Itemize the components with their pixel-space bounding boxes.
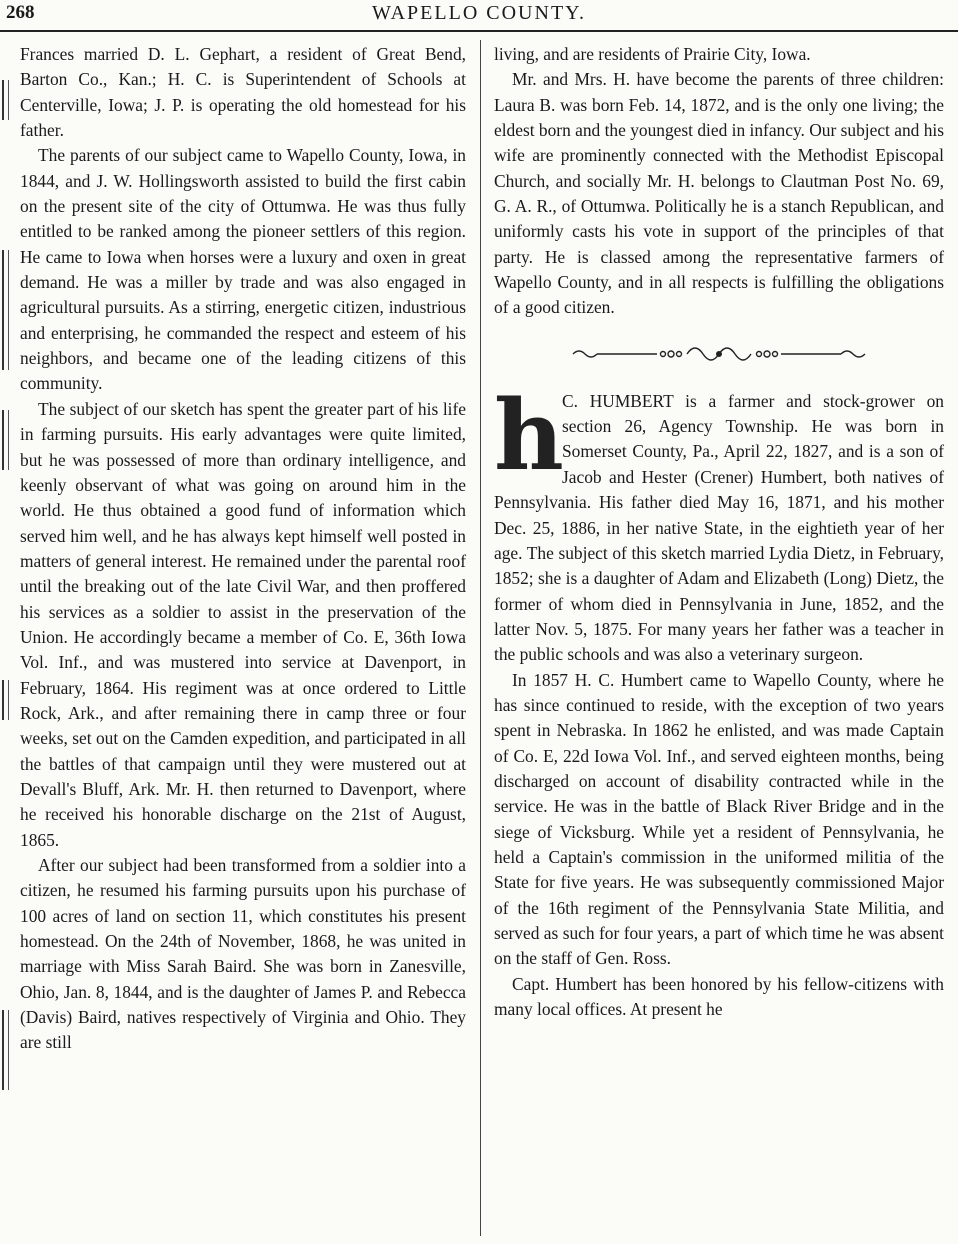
paragraph: Frances married D. L. Gephart, a resident of Great Bend, Barton Co., Kan.; H. C. is Superintendent of Schools at Centerville, Iowa; J. P. is operating the old homestead for his father. (20, 44, 466, 141)
dropcap-paragraph (494, 378, 944, 668)
binding-mark (2, 410, 9, 470)
paragraph: C. HUMBERT is a farmer and stock-grower on section 26, Agency Township. He was born in Somerset County, Pa., April 22, 1827, and is a son of Jacob and Hester (Crener) Humbert, both natives of Pennsylvania. His father died May 16, 1871, and his mother Dec. 25, 1886, in her native State, in the eightieth year of her age. The subject of this sketch married Lydia Dietz, in February, 1852; she is a daughter of Adam and Elizabeth (Long) Dietz, the former of whom died in Pennsylvania in June, 1852, and the latter Nov. 5, 1875. For many years her father was a teacher in the public schools and was also a veterinary surgeon. (494, 390, 944, 665)
page-header (0, 0, 958, 30)
header-rule (0, 30, 958, 32)
paragraph: Capt. Humbert has been honored by his fellow-citizens with many local offices. At present he (494, 973, 944, 1020)
left-column (20, 42, 466, 1056)
binding-mark (2, 680, 9, 720)
column-divider (480, 40, 481, 1236)
binding-mark (2, 250, 9, 370)
ornament-divider-icon (569, 339, 869, 369)
section-ornament (494, 329, 944, 379)
paragraph: The subject of our sketch has spent the greater part of his life in farming pursuits. His early advantages were quite limited, but he was possessed of more than ordinary intelligence, and keenly observant of what was going on around him in the world. He thus obtained a good fund of information which served him well, and he has always kept himself well posted in matters of general interest. He remained under the parental roof until the breaking out of the late Civil War, and then proffered his services as a soldier to assist in the preservation of the Union. He accordingly became a member of Co. E, 36th Iowa Vol. Inf., and was mustered into service at Davenport, in February, 1864. His regiment was at once ordered to Little Rock, Ark., and after remaining there in camp three or four weeks, set out on the Camden expedition, and participated in all the battles of that campaign until they were mustered out at Devall's Bluff, Ark. Mr. H. then returned to Davenport, where he received his honorable discharge on the 21st of August, 1865. (20, 398, 466, 850)
page-number: 268 (6, 2, 35, 23)
right-column (494, 42, 944, 1022)
paragraph: In 1857 H. C. Humbert came to Wapello County, where he has since continued to reside, with the exception of two years spent in Nebraska. In 1862 he enlisted, and was made Captain of Co. E, 22d Iowa Vol. Inf., and served eighteen months, being discharged on account of disability contracted while in the service. He was in the battle of Black River Bridge and in the siege of Vicksburg. While yet a resident of Pennsylvania, he held a Captain's commission in the uniformed militia of the State for five years. He was subsequently commissioned Major of the 16th regiment of the Pennsylvania State Militia, and served as such for four years, a part of which time he was absent on the staff of Gen. Ross. (494, 669, 944, 969)
paragraph: living, and are residents of Prairie City, Iowa. (494, 44, 811, 64)
binding-mark (2, 1010, 9, 1090)
binding-mark (2, 80, 9, 120)
paragraph: After our subject had been transformed from a soldier into a citizen, he resumed his farming pursuits upon his purchase of 100 acres of land on section 11, which constitutes his present homestead. On the 24th of November, 1868, he was united in marriage with Miss Sarah Baird. She was born in Zanesville, Ohio, Jan. 8, 1844, and is the daughter of James P. and Rebecca (Davis) Baird, natives respectively of Virginia and Ohio. They are still (20, 855, 466, 1053)
paragraph: Mr. and Mrs. H. have become the parents of three children: Laura B. was born Feb. 14, 1872, and is the only one living; the eldest born and the youngest died in infancy. Our subject and his wife are prominently connected with the Methodist Episcopal Church, and socially Mr. H. belongs to Clautman Post No. 69, G. A. R., of Ottumwa. Politically he is a stanch Republican, and uniformly casts his vote in support of the principles of that party. He is classed among the representative farmers of Wapello County, and in all respects is fulfilling the obligations of a good citizen. (494, 69, 944, 318)
dropcap-letter: h (494, 378, 564, 492)
paragraph: The parents of our subject came to Wapello County, Iowa, in 1844, and J. W. Hollingsworth assisted to build the first cabin on the present site of the city of Ottumwa. He was thus fully entitled to be ranked among the pioneer settlers of this region. He came to Iowa when horses were a luxury and oxen in great demand. He was a miller by trade and was also engaged in agricultural pursuits. As a stirring, energetic citizen, industrious and enterprising, he commanded the respect and esteem of his neighbors, and became one of the leading citizens of this community. (20, 145, 466, 394)
running-head: WAPELLO COUNTY. (371, 2, 587, 24)
